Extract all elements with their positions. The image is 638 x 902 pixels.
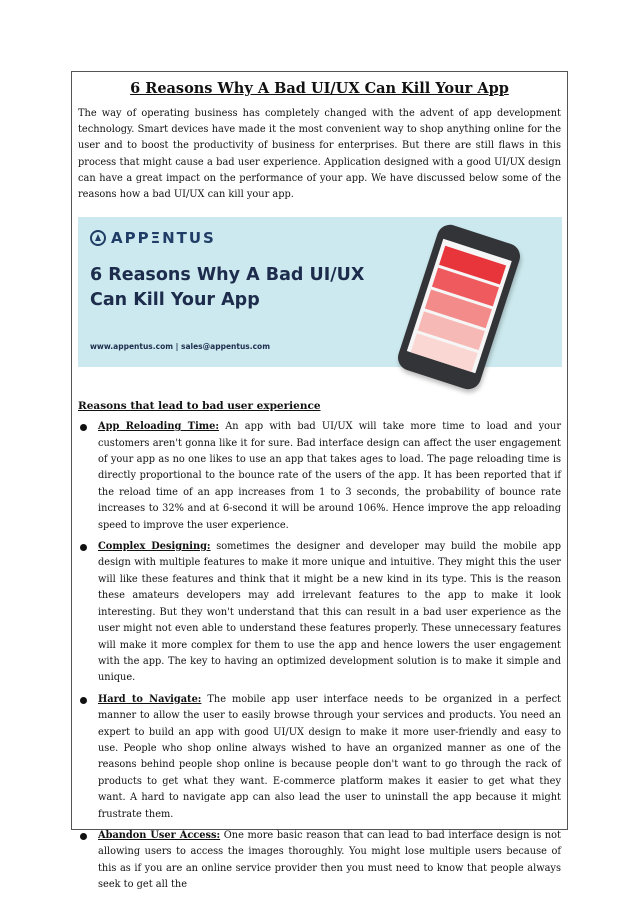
reason-body: An app with bad UI/UX will take more time to load and your customers aren't gonna like it for sure. Bad interface design can affect the user engagement of your app as no one likes to use an app that takes ages to load. The page reloading time is directly proportional to the bounce rate of the users of the app. It has been reported that if the reload time of an app increases from 1 to 3 seconds, the probability of bounce rate increases to 32% and at 6-second it will be around 106%. Hence improve the app reloading speed to improve the user experience.: [98, 421, 562, 531]
list-item: [78, 419, 561, 534]
page-frame: [71, 71, 568, 891]
reason-body: sometimes the designer and developer may build the mobile app design with multiple features to make it more unique and intuitive. They might this the user will like these features and think that it might be a new kind in its type. This is the reason these amateurs developers may add irrelevant features to the app to make it look interesting. But they won't understand that this can result in a bad user experience as the user might not even able to understand these features properly. These unnecessary features will make it more complex for them to use the app and hence lowers the user engagement with the app. The key to having an optimized development solution is to make it simple and unique.: [98, 541, 561, 684]
bullet-icon: [80, 697, 87, 704]
logo-icon: [90, 230, 106, 246]
banner-image: [78, 217, 562, 367]
section-heading: Reasons that lead to bad user experience: [78, 400, 321, 413]
reasons-list: [78, 419, 561, 893]
banner-heading-line1: 6 Reasons Why A Bad UI/UX: [90, 265, 365, 286]
bullet-icon: [80, 424, 87, 431]
intro-paragraph: The way of operating business has completely changed with the advent of app development technology. Smart devices have made it the most convenient way to shop anything online for the user and to boost the productivity of business for enterprises. But there are still flaws in this process that might cause a bad user experience. Application designed with a good UI/UX design can have a great impact on the performance of your app. We have discussed below some of the reasons how a bad UI/UX can kill your app.: [78, 108, 561, 201]
phone-illustration: [395, 222, 524, 393]
bullet-icon: [80, 544, 87, 551]
bullet-icon: [80, 833, 87, 840]
banner-contact: www.appentus.com | sales@appentus.com: [90, 342, 271, 352]
reason-title: App Reloading Time:: [98, 421, 220, 433]
list-item: [78, 539, 561, 687]
banner-heading-line2: Can Kill Your App: [90, 290, 260, 311]
document-title: 6 Reasons Why A Bad UI/UX Can Kill Your App: [130, 80, 509, 97]
reason-title: Hard to Navigate:: [98, 693, 202, 705]
list-item: [78, 692, 561, 823]
reason-title: Abandon User Access:: [98, 829, 221, 841]
phone-screen: [407, 239, 512, 373]
list-item: [78, 828, 561, 894]
reason-body: One more basic reason that can lead to bad interface design is not allowing users to access the images thoroughly. You might lose multiple users because of this as if you are an online service provider then you must need to know that people always seek to get all the: [98, 829, 561, 891]
reason-title: Complex Designing:: [98, 541, 211, 553]
reason-body: The mobile app user interface needs to be organized in a perfect manner to allow the user to easily browse through your services and products. You need an expert to build an app with good UI/UX design to make it more user-friendly and easy to use. People who shop online always wished to have an organized manner as one of the reasons behind people shop online is because people don't want to go through the rack of products to get what they want. E-commerce platform makes it easier to get what they want. A hard to navigate app can also lead the user to uninstall the app because it might frustrate them.: [98, 693, 561, 820]
banner-heading: [90, 263, 390, 313]
appentus-logo: [90, 229, 216, 247]
logo-text: APPΞNTUS: [111, 229, 216, 248]
